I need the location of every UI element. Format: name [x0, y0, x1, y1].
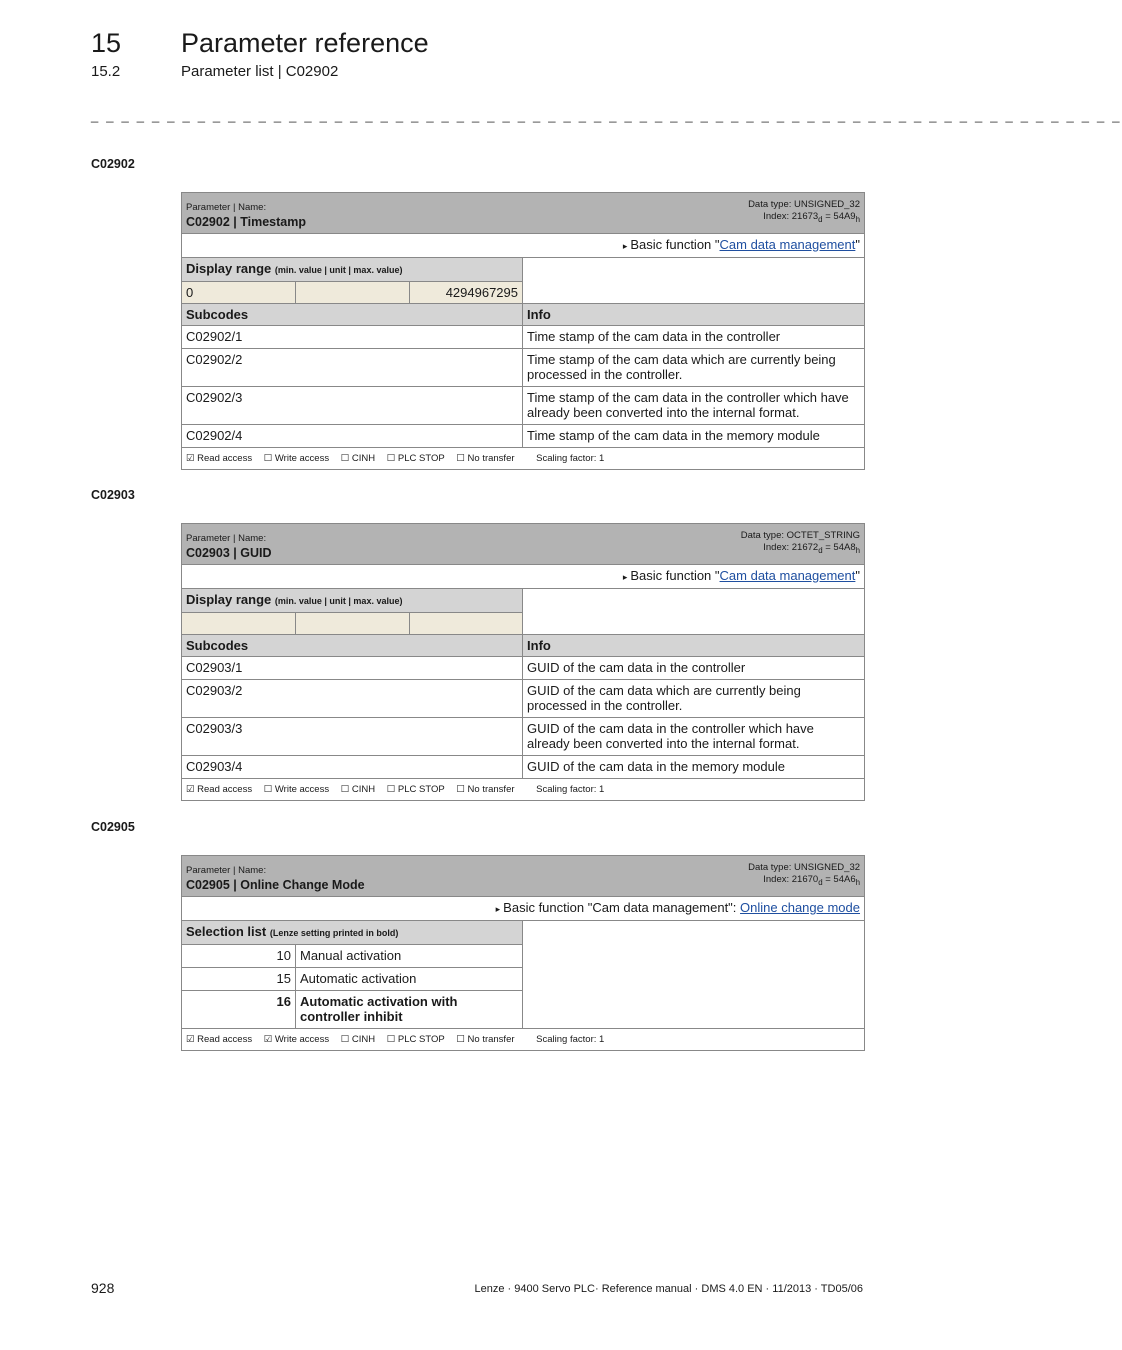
data-type: Data type: UNSIGNED_32	[748, 862, 861, 873]
section-label-c02905: C02905	[91, 820, 135, 834]
cinh-flag: ☐ CINH	[340, 1034, 376, 1045]
option-label-default: Automatic activation with controller inhibit	[296, 991, 523, 1029]
param-label: Parameter | Name:	[186, 865, 267, 876]
table-row	[182, 326, 865, 349]
chapter-number: 15	[91, 28, 122, 58]
option-label: Automatic activation	[296, 968, 523, 991]
range-unit	[296, 613, 410, 635]
write-access-flag: ☐ Write access	[263, 453, 330, 464]
param-index: Index: $21672_d = 54A8_h$	[763, 542, 861, 555]
display-range-blank	[523, 589, 865, 635]
read-access-flag: ☑ Read access	[186, 1034, 253, 1045]
plc-stop-flag: ☐ PLC STOP	[386, 784, 445, 795]
cam-data-management-link[interactable]: Cam data management	[719, 237, 856, 252]
table-row	[182, 349, 865, 387]
data-type: Data type: OCTET_STRING	[740, 530, 861, 541]
display-range-label: Display range (min. value | unit | max. value)	[182, 589, 523, 613]
range-min	[182, 613, 296, 635]
subcode: C02903/1	[182, 657, 523, 680]
subcode: C02902/1	[182, 326, 523, 349]
subcode-info: GUID of the cam data in the memory module	[523, 756, 865, 779]
param-table-c02902	[181, 192, 865, 470]
subcode-info: GUID of the cam data in the controller which have already been converted into the internal format.	[523, 718, 865, 756]
subcode-info: Time stamp of the cam data in the controller	[523, 326, 865, 349]
scaling-factor: Scaling factor: 1	[536, 784, 605, 795]
info-header: Info	[523, 635, 865, 657]
basic-function-row: ▸ Basic function "Cam data management"	[182, 234, 865, 258]
range-min: 0	[182, 282, 296, 304]
param-name: C02902 | Timestamp	[186, 215, 306, 229]
param-header	[182, 193, 865, 234]
subcode: C02903/3	[182, 718, 523, 756]
param-index: Index: $21673_d = 54A9_h$	[763, 211, 860, 224]
param-header	[182, 524, 865, 565]
document-info: Lenze · 9400 Servo PLC· Reference manual · DMS 4.0 EN · 11/2013 · TD05/06	[474, 1283, 863, 1295]
range-max: 4294967295	[410, 282, 523, 304]
table-row	[182, 756, 865, 779]
option-value: 15	[182, 968, 296, 991]
param-name: C02905 | Online Change Mode	[186, 878, 365, 892]
subcodes-header: Subcodes	[182, 304, 523, 326]
option-value-default: 16	[182, 991, 296, 1029]
scaling-factor: Scaling factor: 1	[536, 1034, 605, 1045]
data-type: Data type: UNSIGNED_32	[748, 199, 860, 210]
table-row	[182, 657, 865, 680]
table-row	[182, 680, 865, 718]
chapter-title: Parameter reference	[181, 28, 429, 58]
header-separator: _ _ _ _ _ _ _ _ _ _ _ _ _ _ _ _ _ _ _ _ _ _ _ _ _ _ _ _ _ _ _ _ _ _ _ _ _ _ _ _ _ _ _ _ _ _ _ _ _ _ _ _ _ _ _ _ _ _ _ _ _ _ _ _ _ _ _ _	[91, 108, 1122, 123]
section-label-c02903: C02903	[91, 488, 135, 502]
page-number: 928	[91, 1280, 115, 1296]
write-access-flag: ☑ Write access	[263, 1034, 330, 1045]
table-row	[182, 425, 865, 448]
cam-data-management-link[interactable]: Cam data management	[719, 568, 856, 583]
subcode: C02902/4	[182, 425, 523, 448]
selection-blank	[523, 921, 865, 1029]
read-access-flag: ☑ Read access	[186, 453, 253, 464]
display-range-blank	[523, 258, 865, 304]
subcode: C02903/2	[182, 680, 523, 718]
scaling-factor: Scaling factor: 1	[536, 453, 605, 464]
range-max	[410, 613, 523, 635]
param-name: C02903 | GUID	[186, 546, 272, 560]
access-flags	[182, 448, 865, 470]
subcode: C02903/4	[182, 756, 523, 779]
subcode-info: GUID of the cam data which are currently being processed in the controller.	[523, 680, 865, 718]
online-change-mode-link[interactable]: Online change mode	[740, 900, 861, 915]
section-label-c02902: C02902	[91, 157, 135, 171]
subcode: C02902/3	[182, 387, 523, 425]
cinh-flag: ☐ CINH	[340, 453, 376, 464]
display-range-label: Display range (min. value | unit | max. value)	[182, 258, 523, 282]
param-table-c02905	[181, 855, 865, 1051]
access-flags	[182, 779, 865, 801]
param-label: Parameter | Name:	[186, 202, 267, 213]
subcode-info: Time stamp of the cam data in the memory module	[523, 425, 865, 448]
option-value: 10	[182, 945, 296, 968]
info-header: Info	[523, 304, 865, 326]
param-header	[182, 856, 865, 897]
subcodes-header: Subcodes	[182, 635, 523, 657]
section-number: 15.2	[91, 63, 121, 80]
cinh-flag: ☐ CINH	[340, 784, 376, 795]
subcode-info: GUID of the cam data in the controller	[523, 657, 865, 680]
table-row	[182, 387, 865, 425]
plc-stop-flag: ☐ PLC STOP	[386, 1034, 445, 1045]
basic-function-row: ▸ Basic function "Cam data management": Online change mode	[182, 897, 865, 921]
access-flags	[182, 1029, 865, 1051]
no-transfer-flag: ☐ No transfer	[456, 453, 515, 464]
arrow-right-icon: ▸	[622, 572, 628, 582]
write-access-flag: ☐ Write access	[263, 784, 330, 795]
option-label: Manual activation	[296, 945, 523, 968]
no-transfer-flag: ☐ No transfer	[456, 1034, 515, 1045]
arrow-right-icon: ▸	[622, 241, 628, 251]
table-row	[182, 718, 865, 756]
selection-list-label: Selection list (Lenze setting printed in bold)	[182, 921, 523, 945]
no-transfer-flag: ☐ No transfer	[456, 784, 515, 795]
param-table-c02903	[181, 523, 865, 801]
param-index: Index: $21670_d = 54A6_h$	[763, 874, 861, 887]
basic-function-row: ▸ Basic function "Cam data management"	[182, 565, 865, 589]
read-access-flag: ☑ Read access	[186, 784, 253, 795]
param-label: Parameter | Name:	[186, 533, 267, 544]
range-unit	[296, 282, 410, 304]
plc-stop-flag: ☐ PLC STOP	[386, 453, 445, 464]
subcode: C02902/2	[182, 349, 523, 387]
section-title: Parameter list | C02902	[181, 63, 339, 80]
subcode-info: Time stamp of the cam data which are currently being processed in the controller.	[523, 349, 865, 387]
subcode-info: Time stamp of the cam data in the controller which have already been converted into the internal format.	[523, 387, 865, 425]
arrow-right-icon: ▸	[495, 904, 501, 914]
